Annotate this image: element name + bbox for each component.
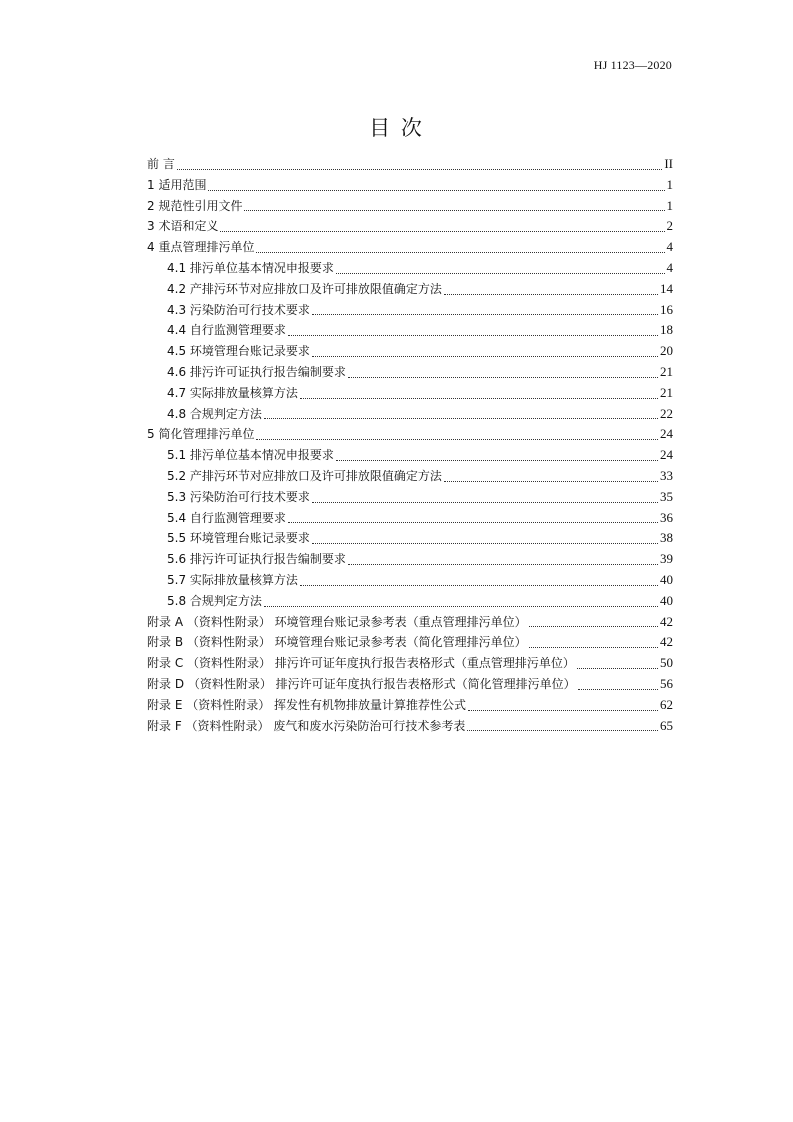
toc-entry[interactable] (147, 487, 673, 508)
toc-entry-label: 2 规范性引用文件 (147, 198, 243, 213)
toc-entry[interactable] (147, 175, 673, 196)
dot-leader (444, 480, 658, 482)
toc-entry-label: 4.8 合规判定方法 (167, 406, 262, 421)
toc-entry-page-number: 33 (660, 467, 673, 483)
toc-entry-label: 4 重点管理排污单位 (147, 240, 255, 255)
toc-entry-label: 4.1 排污单位基本情况申报要求 (167, 260, 334, 275)
toc-entry-page-number: 42 (660, 634, 673, 650)
dot-leader (444, 293, 658, 295)
dot-leader (312, 313, 658, 315)
page-title: 目 次 (369, 116, 424, 140)
toc-entry[interactable] (147, 383, 673, 404)
toc-entry[interactable] (147, 154, 673, 175)
toc-entry[interactable] (147, 466, 673, 487)
toc-entry-label: 5.6 排污许可证执行报告编制要求 (167, 552, 346, 567)
toc-entry-page-number: 1 (666, 197, 673, 213)
toc-entry-label: 5.7 实际排放量核算方法 (167, 572, 298, 587)
toc-entry-page-number: 18 (660, 322, 673, 338)
toc-entry-page-number: 56 (660, 675, 673, 691)
toc-entry-page-number: 35 (660, 488, 673, 504)
dot-leader (220, 230, 664, 232)
toc-entry[interactable] (147, 695, 673, 716)
toc-entry[interactable] (147, 653, 673, 674)
toc-entry-page-number: 62 (660, 696, 673, 712)
document-number: HJ 1123—2020 (593, 58, 672, 72)
dot-leader (312, 542, 658, 544)
toc-entry-label: 前 言 (147, 157, 175, 171)
toc-entry[interactable] (147, 632, 673, 653)
toc-entry[interactable] (147, 237, 673, 258)
dot-leader (256, 251, 664, 253)
dot-leader (529, 625, 658, 627)
toc-entry-page-number: 4 (666, 259, 673, 275)
toc-entry-label: 5.4 自行监测管理要求 (167, 510, 286, 525)
dot-leader (467, 729, 658, 731)
toc-entry-label: 附录 F （资料性附录） 废气和废水污染防治可行技术参考表 (147, 718, 466, 733)
dot-leader (336, 272, 665, 274)
toc-entry[interactable] (147, 341, 673, 362)
toc-entry[interactable] (147, 320, 673, 341)
toc-entry[interactable] (147, 445, 673, 466)
dot-leader (288, 334, 658, 336)
dot-leader (348, 376, 658, 378)
toc-entry[interactable] (147, 549, 673, 570)
toc-entry-label: 附录 B （资料性附录） 环境管理台账记录参考表（简化管理排污单位） (147, 635, 527, 650)
toc-entry[interactable] (147, 570, 673, 591)
toc-entry-label: 5.3 污染防治可行技术要求 (167, 489, 310, 504)
toc-entry-page-number: 40 (660, 571, 673, 587)
toc-entry-page-number: 14 (660, 280, 673, 296)
dot-leader (300, 584, 658, 586)
toc-entry-label: 5.1 排污单位基本情况申报要求 (167, 448, 334, 463)
toc-entry-label: 附录 D （资料性附录） 排污许可证年度执行报告表格形式（简化管理排污单位） (147, 676, 576, 691)
toc-entry-label: 4.2 产排污环节对应排放口及许可排放限值确定方法 (167, 281, 442, 296)
toc-entry-page-number: 38 (660, 530, 673, 546)
toc-entry-label: 1 适用范围 (147, 177, 207, 192)
toc-entry-label: 附录 C （资料性附录） 排污许可证年度执行报告表格形式（重点管理排污单位） (147, 656, 575, 671)
toc-entry-page-number: 40 (660, 592, 673, 608)
toc-entry[interactable] (147, 362, 673, 383)
toc-entry[interactable] (147, 300, 673, 321)
toc-entry-page-number: 21 (660, 363, 673, 379)
toc-entry[interactable] (147, 404, 673, 425)
toc-entry[interactable] (147, 216, 673, 237)
toc-entry[interactable] (147, 674, 673, 695)
toc-entry-label: 4.3 污染防治可行技术要求 (167, 302, 310, 317)
toc-entry-label: 4.5 环境管理台账记录要求 (167, 344, 310, 359)
dot-leader (264, 605, 658, 607)
toc-entry-label: 5.2 产排污环节对应排放口及许可排放限值确定方法 (167, 468, 442, 483)
toc-entry-page-number: 21 (660, 384, 673, 400)
toc-entry[interactable] (147, 508, 673, 529)
toc-entry[interactable] (147, 424, 673, 445)
toc-entry-label: 5.5 环境管理台账记录要求 (167, 531, 310, 546)
toc-entry-page-number: 4 (666, 239, 673, 255)
toc-entry-page-number: 50 (660, 655, 673, 671)
toc-entry-page-number: 1 (666, 176, 673, 192)
toc-entry[interactable] (147, 258, 673, 279)
dot-leader (468, 709, 658, 711)
toc-entry[interactable] (147, 196, 673, 217)
toc-entry-label: 附录 E （资料性附录） 挥发性有机物排放量计算推荐性公式 (147, 697, 467, 712)
dot-leader (288, 521, 658, 523)
toc-entry-page-number: 24 (660, 447, 673, 463)
toc-entry[interactable] (147, 279, 673, 300)
dot-leader (177, 168, 663, 170)
dot-leader (244, 209, 664, 211)
toc-entry[interactable] (147, 528, 673, 549)
toc-entry-page-number: 65 (660, 717, 673, 733)
dot-leader (264, 417, 658, 419)
toc-entry-label: 4.4 自行监测管理要求 (167, 323, 286, 338)
toc-entry-label: 5.8 合规判定方法 (167, 593, 262, 608)
dot-leader (577, 667, 658, 669)
dot-leader (578, 688, 658, 690)
dot-leader (300, 397, 658, 399)
toc-entry-page-number: 2 (666, 218, 673, 234)
dot-leader (348, 563, 658, 565)
toc-entry-page-number: 24 (660, 426, 673, 442)
toc-entry-page-number: 20 (660, 343, 673, 359)
toc-entry[interactable] (147, 591, 673, 612)
toc-entry-label: 4.6 排污许可证执行报告编制要求 (167, 364, 346, 379)
table-of-contents (147, 154, 673, 736)
dot-leader (312, 355, 658, 357)
toc-entry-label: 3 术语和定义 (147, 219, 219, 234)
dot-leader (529, 646, 658, 648)
toc-entry-label: 附录 A （资料性附录） 环境管理台账记录参考表（重点管理排污单位） (147, 614, 527, 629)
toc-entry-page-number: 16 (660, 301, 673, 317)
toc-entry-page-number: 42 (660, 613, 673, 629)
toc-entry-page-number: 36 (660, 509, 673, 525)
toc-entry-label: 5 简化管理排污单位 (147, 427, 255, 442)
dot-leader (312, 501, 658, 503)
dot-leader (336, 459, 658, 461)
toc-entry-page-number: 22 (660, 405, 673, 421)
dot-leader (256, 438, 658, 440)
toc-entry-page-number: II (664, 156, 673, 171)
toc-entry[interactable] (147, 612, 673, 633)
dot-leader (208, 189, 664, 191)
toc-entry-page-number: 39 (660, 551, 673, 567)
toc-entry[interactable] (147, 716, 673, 737)
toc-entry-label: 4.7 实际排放量核算方法 (167, 385, 298, 400)
